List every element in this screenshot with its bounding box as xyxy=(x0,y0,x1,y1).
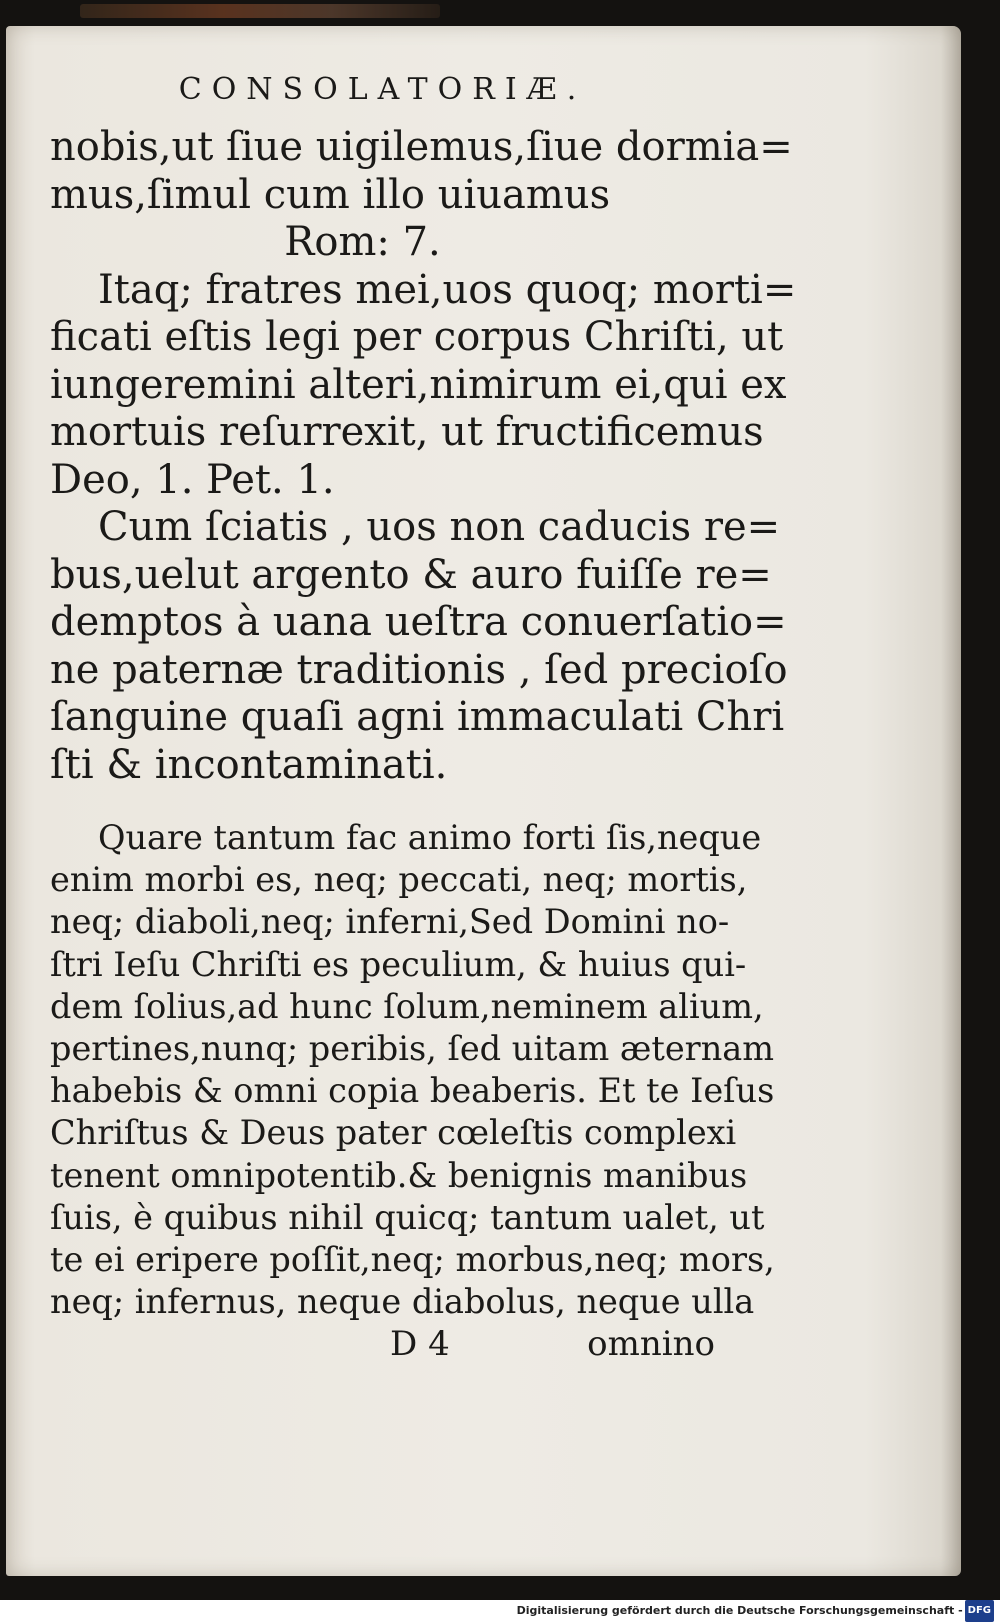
text-line: ficati eſtis legi per corpus Chriſti, ut xyxy=(50,314,784,360)
signature-line xyxy=(50,1323,715,1365)
book-top-edge xyxy=(80,4,440,18)
text-line: ſti & incontaminati. xyxy=(50,741,448,788)
text-line: tenent omnipotentib.& benignis manibus xyxy=(50,1155,748,1195)
text-line: ſtri Ieſu Chriſti es peculium, & huius qui- xyxy=(50,944,747,984)
scripture-reference: 1. Pet. 1. xyxy=(155,456,335,503)
text-line: Itaq; fratres mei,uos quoq; morti= xyxy=(98,266,797,313)
signature-mark: D 4 xyxy=(390,1324,450,1365)
text-line: Quare tantum fac animo forti ſis,neque xyxy=(98,818,762,857)
text-line: pertines,nunq; peribis, ſed uitam æternam xyxy=(50,1029,775,1069)
dfg-logo: DFG xyxy=(965,1600,994,1622)
scripture-reference: Rom: 7. xyxy=(284,219,441,265)
text-line: Chriſtus & Deus pater cœleſtis complexi xyxy=(50,1113,737,1153)
page-edge-shadow xyxy=(941,26,961,1576)
text-line: neq; infernus, neque diabolus, neque ulla xyxy=(50,1282,755,1322)
text-line: ſanguine quaſi agni immaculati Chri xyxy=(50,694,785,740)
text-line: ſuis, è quibus nihil quicq; tantum ualet, ut xyxy=(50,1197,765,1237)
text-line: Cum ſciatis , uos non caducis re= xyxy=(98,504,781,550)
text-line: nobis,ut ſiue uigilemus,ſiue dormia= xyxy=(50,124,793,170)
text-line: te ei eripere poſſit,neq; morbus,neq; mors, xyxy=(50,1240,775,1280)
text-line: dem ſolius,ad hunc ſolum,neminem alium, xyxy=(50,986,764,1026)
text-fragment: Deo, xyxy=(50,456,143,503)
footer-credit: Digitalisierung gefördert durch die Deutsche Forschungsgemeinschaft - xyxy=(516,1604,963,1617)
text-line: ne paternæ traditionis , ſed precioſo xyxy=(50,646,788,693)
commentary-paragraph xyxy=(50,817,775,1323)
text-line: mus,ſimul cum illo uiuamus xyxy=(50,171,611,218)
page-text xyxy=(50,70,797,1365)
scripture-passage xyxy=(50,124,797,789)
text-line: demptos à uana ueſtra conuerſatio= xyxy=(50,599,787,645)
text-line-with-reference xyxy=(50,457,715,505)
text-line: mortuis reſurrexit, ut fructificemus xyxy=(50,409,764,455)
text-line: iungeremini alteri,nimirum ei,qui ex xyxy=(50,361,787,408)
text-line: neq; diaboli,neq; inferni,Sed Domini no- xyxy=(50,902,730,942)
text-line: bus,uelut argento & auro fuiſſe re= xyxy=(50,551,772,598)
text-line: enim morbi es, neq; peccati, neq; mortis, xyxy=(50,860,748,900)
digitization-footer xyxy=(0,1600,1000,1620)
running-head: CONSOLATORIÆ. xyxy=(178,72,587,107)
catchword: omnino xyxy=(587,1324,715,1365)
text-line: habebis & omni copia beaberis. Et te Ieſus xyxy=(50,1071,775,1111)
